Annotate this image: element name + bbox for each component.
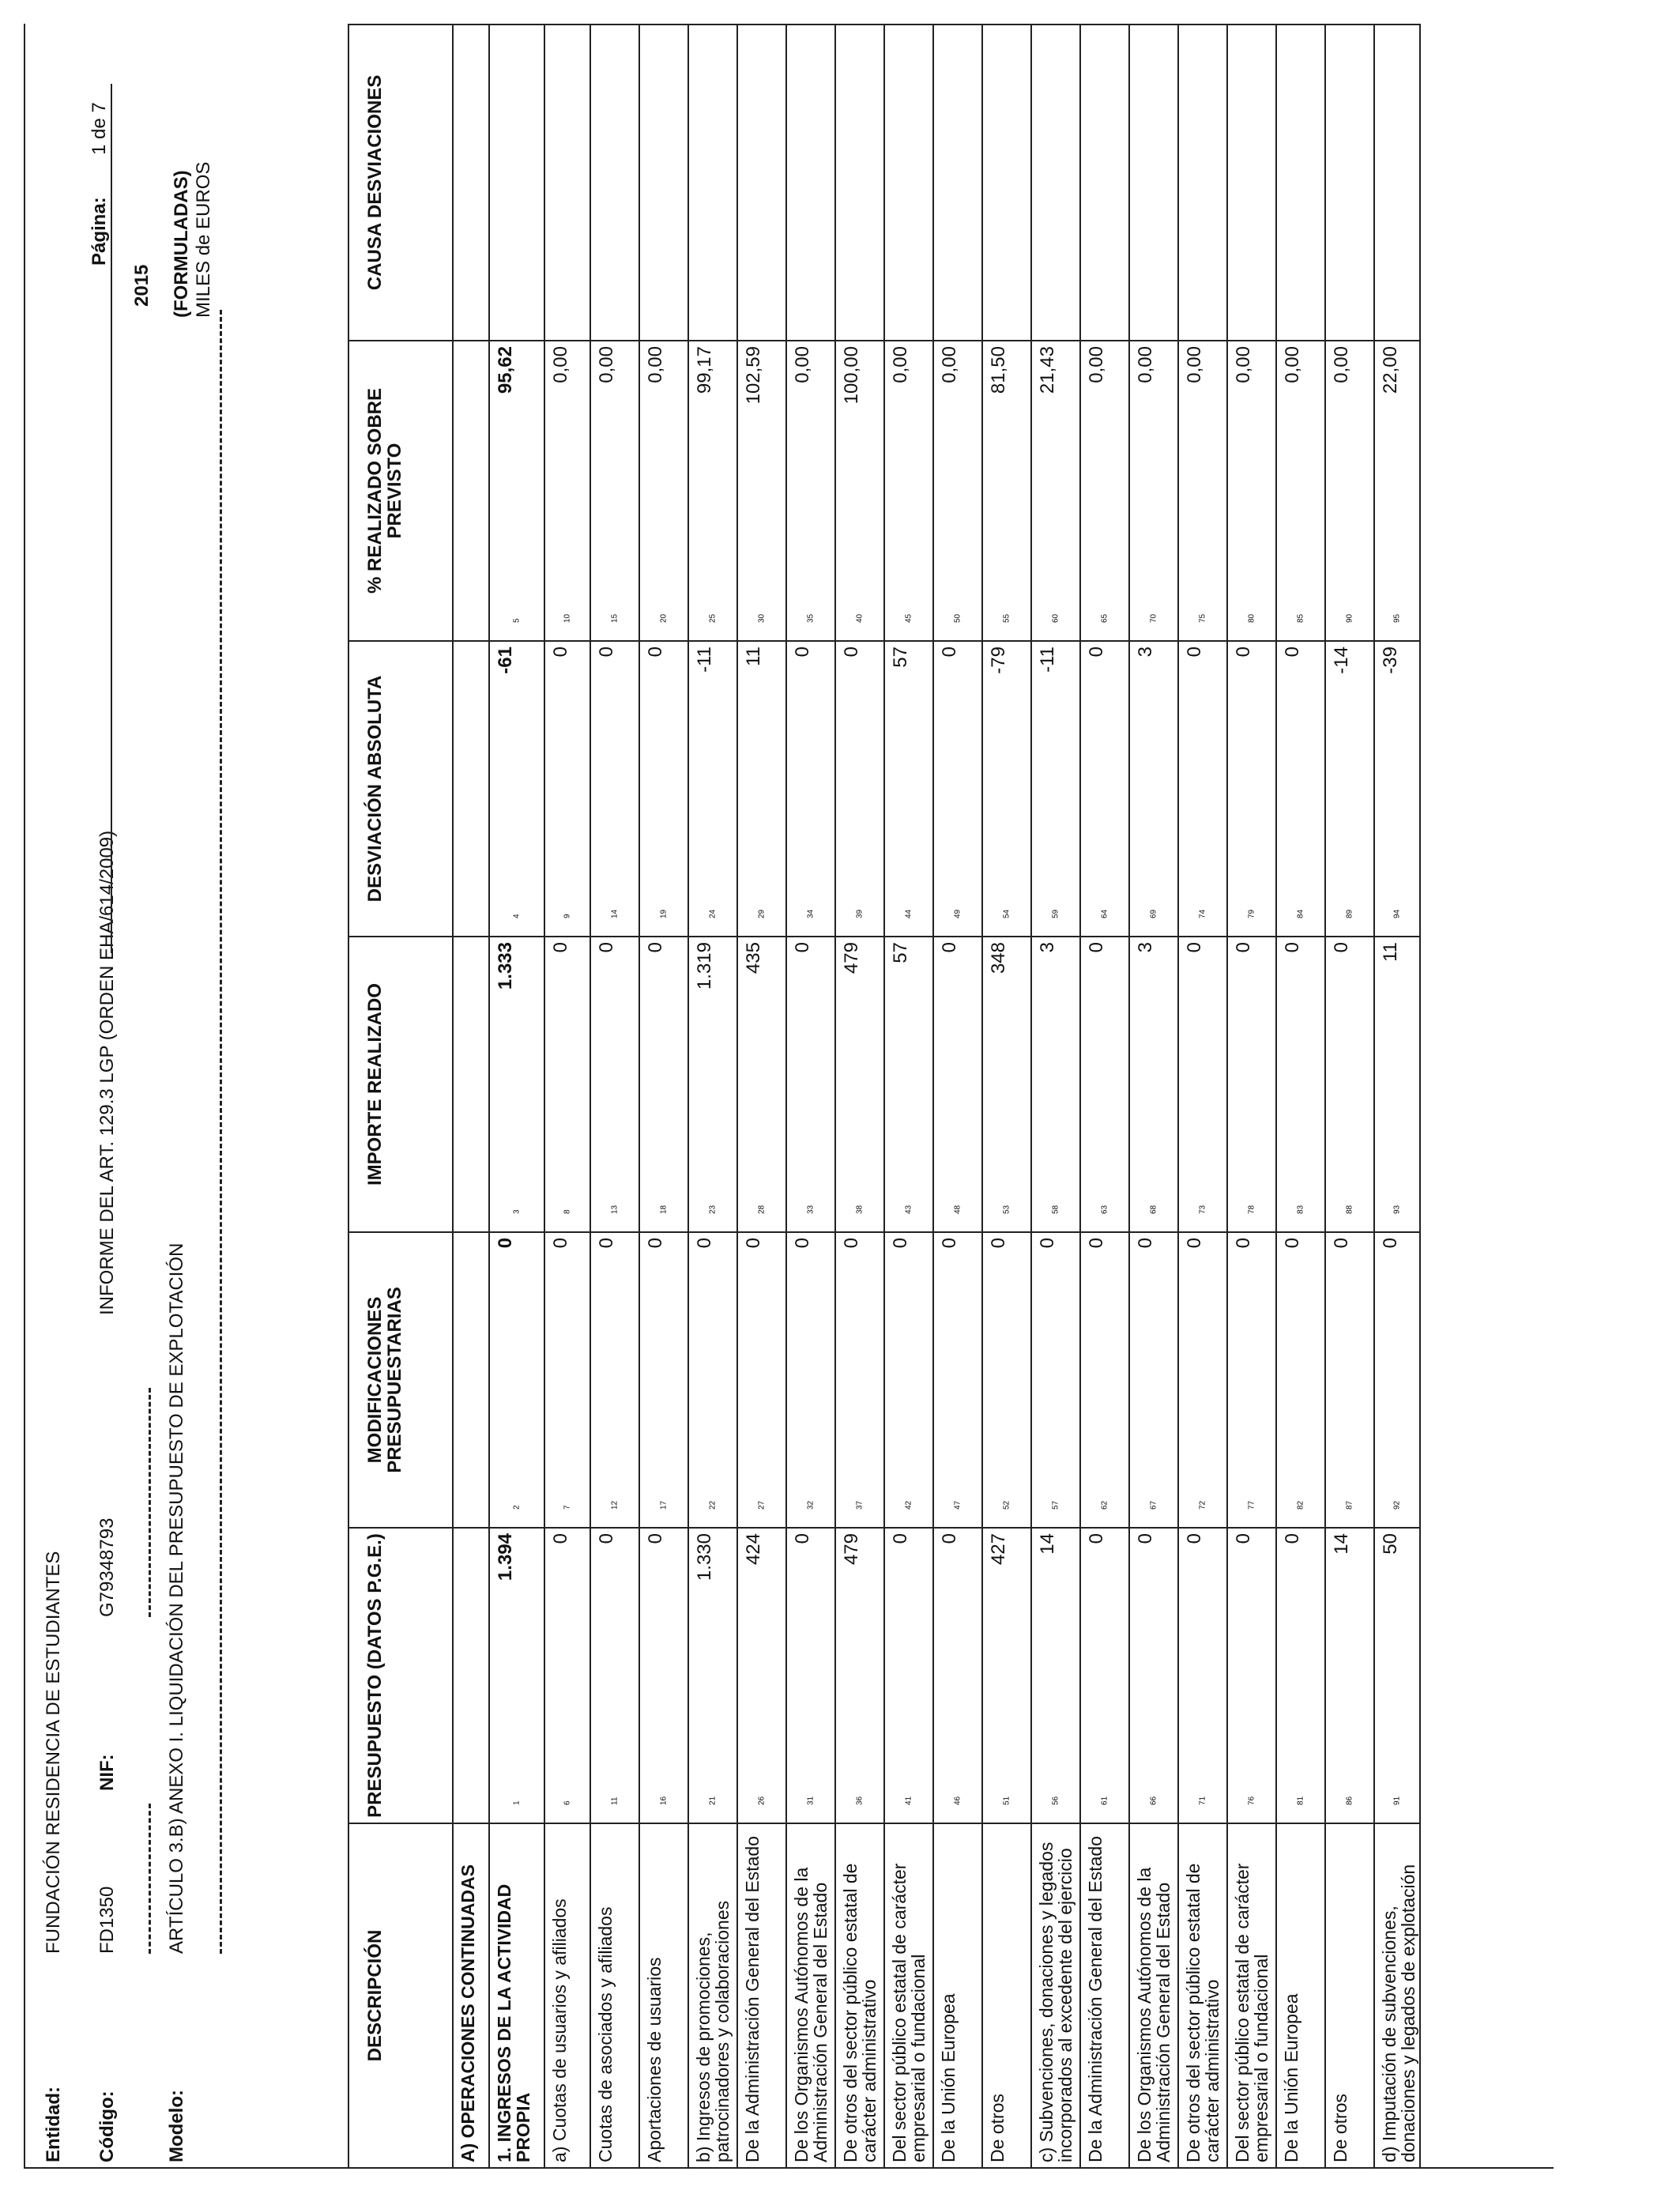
cell-index: 17 bbox=[659, 1500, 669, 1510]
row-description: De la Administración General del Estado bbox=[1080, 1823, 1129, 2168]
cell-index: 57 bbox=[1051, 1500, 1060, 1510]
desviacion-value: 0 bbox=[939, 647, 960, 658]
row-description: De la Unión Europea bbox=[1276, 1823, 1325, 2168]
importe-value: 0 bbox=[596, 942, 617, 953]
cell-index: 87 bbox=[1345, 1500, 1354, 1510]
table-row bbox=[982, 25, 1031, 2168]
desviacion-value: -61 bbox=[495, 647, 516, 674]
col-causa: CAUSA DESVIACIONES bbox=[348, 25, 453, 341]
modificaciones-value: 0 bbox=[1135, 1238, 1156, 1249]
modificaciones-value: 0 bbox=[1037, 1238, 1058, 1249]
row-description: Aportaciones de usuarios bbox=[639, 1823, 688, 2168]
cell-index: 76 bbox=[1247, 1796, 1256, 1805]
cell-index: 66 bbox=[1149, 1796, 1158, 1805]
row-description: d) Imputación de subvenciones, donaciones y legados de explotación bbox=[1374, 1823, 1420, 2168]
porcentaje-value: 0,00 bbox=[1184, 346, 1205, 383]
cell-index: 16 bbox=[659, 1796, 669, 1805]
table-row bbox=[1178, 25, 1227, 2168]
causa-value bbox=[1325, 25, 1374, 341]
table-row bbox=[1031, 25, 1080, 2168]
causa-value bbox=[544, 25, 590, 341]
modificaciones-value: 0 bbox=[1282, 1238, 1303, 1249]
row-description: c) Subvenciones, donaciones y legados incorporados al excedente del ejercicio bbox=[1031, 1823, 1080, 2168]
presupuesto-value: 0 bbox=[645, 1533, 666, 1544]
col-descripcion: DESCRIPCIÓN bbox=[348, 1823, 453, 2168]
table-row bbox=[590, 25, 639, 2168]
informe-title: INFORME DEL ART. 129.3 LGP (ORDEN EHA/614/2009) bbox=[96, 830, 118, 1315]
cell-index: 55 bbox=[1002, 613, 1011, 623]
causa-value bbox=[639, 25, 688, 341]
porcentaje-value: 22,00 bbox=[1380, 346, 1401, 394]
entidad-value: FUNDACIÓN RESIDENCIA DE ESTUDIANTES bbox=[43, 1551, 64, 1954]
cell-index: 84 bbox=[1296, 909, 1305, 918]
cell-index: 4 bbox=[512, 914, 522, 918]
row-description: De otros bbox=[982, 1823, 1031, 2168]
cell-index: 24 bbox=[708, 909, 718, 918]
presupuesto-value: 479 bbox=[841, 1533, 862, 1566]
modificaciones-value: 0 bbox=[988, 1238, 1009, 1249]
porcentaje-value: 95,62 bbox=[495, 346, 516, 394]
cell-index: 88 bbox=[1345, 1204, 1354, 1214]
cell-index: 40 bbox=[855, 613, 864, 623]
column-header-row bbox=[348, 25, 453, 2168]
cell-index: 82 bbox=[1296, 1500, 1305, 1510]
cell-index: 90 bbox=[1345, 613, 1354, 623]
codigo-value: FD1350 bbox=[96, 1886, 118, 1954]
cell-index: 38 bbox=[855, 1204, 864, 1214]
causa-value bbox=[982, 25, 1031, 341]
cell-index: 68 bbox=[1149, 1204, 1158, 1214]
cell-index: 81 bbox=[1296, 1796, 1305, 1805]
presupuesto-value: 0 bbox=[550, 1533, 571, 1544]
causa-value bbox=[1080, 25, 1129, 341]
cell-index: 39 bbox=[855, 909, 864, 918]
cell-index: 8 bbox=[563, 1209, 572, 1214]
cell-index: 31 bbox=[806, 1796, 816, 1805]
importe-value: 3 bbox=[1037, 942, 1058, 953]
cell-index: 62 bbox=[1100, 1500, 1109, 1510]
cell-index: 89 bbox=[1345, 909, 1354, 918]
cell-index: 46 bbox=[953, 1796, 962, 1805]
cell-index: 86 bbox=[1345, 1796, 1354, 1805]
desviacion-value: 0 bbox=[596, 647, 617, 658]
col-modificaciones: MODIFICACIONES PRESUPUESTARIAS bbox=[348, 1232, 453, 1528]
table-row bbox=[884, 25, 933, 2168]
presupuesto-value: 0 bbox=[1282, 1533, 1303, 1544]
cell-index: 11 bbox=[610, 1796, 620, 1805]
cell-index: 26 bbox=[757, 1796, 767, 1805]
pagina-value: 1 de 7 bbox=[89, 102, 110, 155]
importe-value: 0 bbox=[792, 942, 813, 953]
table-row bbox=[1080, 25, 1129, 2168]
cell-index: 23 bbox=[708, 1204, 718, 1214]
presupuesto-value: 0 bbox=[792, 1533, 813, 1544]
causa-value bbox=[1374, 25, 1420, 341]
desviacion-value: 0 bbox=[841, 647, 862, 658]
cell-index: 50 bbox=[953, 613, 962, 623]
cell-index: 75 bbox=[1198, 613, 1207, 623]
nif-label: NIF: bbox=[96, 1754, 118, 1791]
causa-value bbox=[1178, 25, 1227, 341]
cell-index: 53 bbox=[1002, 1204, 1011, 1214]
causa-value bbox=[688, 25, 737, 341]
cell-index: 22 bbox=[708, 1500, 718, 1510]
cell-index: 30 bbox=[757, 613, 767, 623]
codigo-dash bbox=[149, 1804, 151, 1954]
desviacion-value: 0 bbox=[1086, 647, 1107, 658]
porcentaje-value: 0,00 bbox=[939, 346, 960, 383]
desviacion-value: 0 bbox=[792, 647, 813, 658]
row-description: 1. INGRESOS DE LA ACTIVIDAD PROPIA bbox=[489, 1823, 544, 2168]
cell-index: 5 bbox=[512, 618, 522, 623]
importe-value: 0 bbox=[645, 942, 666, 953]
formuladas: (FORMULADAS) bbox=[171, 170, 192, 318]
nif-value: G79348793 bbox=[96, 1517, 118, 1617]
row-description: De la Administración General del Estado bbox=[737, 1823, 786, 2168]
table-row bbox=[1276, 25, 1325, 2168]
importe-value: 435 bbox=[743, 942, 764, 974]
causa-value bbox=[786, 25, 835, 341]
row-description: a) Cuotas de usuarios y afiliados bbox=[544, 1823, 590, 2168]
table-row bbox=[489, 25, 544, 2168]
cell-index: 67 bbox=[1149, 1500, 1158, 1510]
entidad-label: Entidad: bbox=[43, 2087, 64, 2162]
cell-index: 33 bbox=[806, 1204, 816, 1214]
modificaciones-value: 0 bbox=[596, 1238, 617, 1249]
desviacion-value: 3 bbox=[1135, 647, 1156, 658]
causa-value bbox=[489, 25, 544, 341]
year: 2015 bbox=[131, 264, 153, 307]
importe-value: 0 bbox=[1331, 942, 1352, 953]
table-row bbox=[1325, 25, 1374, 2168]
section-title: A) OPERACIONES CONTINUADAS bbox=[453, 1823, 489, 2168]
col-porcentaje: % REALIZADO SOBRE PREVISTO bbox=[348, 341, 453, 641]
cell-index: 47 bbox=[953, 1500, 962, 1510]
modificaciones-value: 0 bbox=[1331, 1238, 1352, 1249]
desviacion-value: 0 bbox=[550, 647, 571, 658]
row-description: b) Ingresos de promociones, patrocinadores y colaboraciones bbox=[688, 1823, 737, 2168]
cell-index: 85 bbox=[1296, 613, 1305, 623]
presupuesto-value: 14 bbox=[1037, 1533, 1058, 1555]
porcentaje-value: 0,00 bbox=[1282, 346, 1303, 383]
cell-index: 43 bbox=[904, 1204, 913, 1214]
porcentaje-value: 100,00 bbox=[841, 346, 862, 405]
causa-value bbox=[1031, 25, 1080, 341]
cell-index: 64 bbox=[1100, 909, 1109, 918]
cell-index: 72 bbox=[1198, 1500, 1207, 1510]
presupuesto-value: 424 bbox=[743, 1533, 764, 1566]
importe-value: 3 bbox=[1135, 942, 1156, 953]
importe-value: 0 bbox=[1184, 942, 1205, 953]
importe-value: 0 bbox=[1233, 942, 1254, 953]
cell-index: 13 bbox=[610, 1204, 620, 1214]
causa-value bbox=[835, 25, 884, 341]
desviacion-value: 11 bbox=[743, 647, 764, 666]
cell-index: 34 bbox=[806, 909, 816, 918]
cell-index: 60 bbox=[1051, 613, 1060, 623]
table-row bbox=[933, 25, 982, 2168]
nif-dash bbox=[149, 1388, 151, 1617]
cell-index: 42 bbox=[904, 1500, 913, 1510]
desviacion-value: 0 bbox=[1282, 647, 1303, 658]
importe-value: 0 bbox=[1086, 942, 1107, 953]
presupuesto-value: 1.330 bbox=[694, 1533, 715, 1581]
col-importe-realizado: IMPORTE REALIZADO bbox=[348, 937, 453, 1232]
cell-index: 25 bbox=[708, 613, 718, 623]
modificaciones-value: 0 bbox=[841, 1238, 862, 1249]
presupuesto-value: 0 bbox=[1184, 1533, 1205, 1544]
porcentaje-value: 0,00 bbox=[1331, 346, 1352, 383]
porcentaje-value: 0,00 bbox=[645, 346, 666, 383]
cell-index: 58 bbox=[1051, 1204, 1060, 1214]
cell-index: 1 bbox=[512, 1800, 522, 1805]
modificaciones-value: 0 bbox=[939, 1238, 960, 1249]
row-description: De los Organismos Autónomos de la Administración General del Estado bbox=[786, 1823, 835, 2168]
row-description: De la Unión Europea bbox=[933, 1823, 982, 2168]
causa-value bbox=[1276, 25, 1325, 341]
cell-index: 92 bbox=[1392, 1500, 1402, 1510]
desviacion-value: 57 bbox=[890, 647, 911, 668]
porcentaje-value: 0,00 bbox=[890, 346, 911, 383]
causa-value bbox=[590, 25, 639, 341]
modificaciones-value: 0 bbox=[1184, 1238, 1205, 1249]
desviacion-value: -11 bbox=[1037, 647, 1058, 673]
cell-index: 9 bbox=[563, 914, 572, 918]
causa-value bbox=[1227, 25, 1276, 341]
cell-index: 29 bbox=[757, 909, 767, 918]
codigo-label: Código: bbox=[96, 2090, 118, 2162]
desviacion-value: 0 bbox=[1233, 647, 1254, 658]
causa-value bbox=[737, 25, 786, 341]
porcentaje-value: 0,00 bbox=[1233, 346, 1254, 383]
causa-value bbox=[1129, 25, 1178, 341]
cell-index: 51 bbox=[1002, 1796, 1011, 1805]
cell-index: 15 bbox=[610, 613, 620, 623]
cell-index: 35 bbox=[806, 613, 816, 623]
modificaciones-value: 0 bbox=[792, 1238, 813, 1249]
row-description: De otros del sector público estatal de carácter administrativo bbox=[1178, 1823, 1227, 2168]
cell-index: 73 bbox=[1198, 1204, 1207, 1214]
cell-index: 7 bbox=[563, 1505, 572, 1510]
presupuesto-value: 50 bbox=[1380, 1533, 1401, 1555]
row-description: De los Organismos Autónomos de la Administración General del Estado bbox=[1129, 1823, 1178, 2168]
desviacion-value: -14 bbox=[1331, 647, 1352, 674]
cell-index: 45 bbox=[904, 613, 913, 623]
cell-index: 21 bbox=[708, 1796, 718, 1805]
porcentaje-value: 0,00 bbox=[1086, 346, 1107, 383]
modificaciones-value: 0 bbox=[495, 1238, 516, 1249]
cell-index: 63 bbox=[1100, 1204, 1109, 1214]
cell-index: 27 bbox=[757, 1500, 767, 1510]
row-description: Del sector público estatal de carácter empresarial o fundacional bbox=[1227, 1823, 1276, 2168]
presupuesto-value: 0 bbox=[1135, 1533, 1156, 1544]
cell-index: 65 bbox=[1100, 613, 1109, 623]
budget-table bbox=[348, 24, 1421, 2169]
presupuesto-value: 0 bbox=[596, 1533, 617, 1544]
modelo-label: Modelo: bbox=[166, 2090, 187, 2162]
modelo-dash bbox=[220, 310, 222, 1954]
cell-index: 49 bbox=[953, 909, 962, 918]
cell-index: 14 bbox=[610, 909, 620, 918]
cell-index: 56 bbox=[1051, 1796, 1060, 1805]
cell-index: 61 bbox=[1100, 1796, 1109, 1805]
porcentaje-value: 0,00 bbox=[596, 346, 617, 383]
porcentaje-value: 0,00 bbox=[550, 346, 571, 383]
table-row bbox=[737, 25, 786, 2168]
importe-value: 0 bbox=[1282, 942, 1303, 953]
miles-de-euros: MILES de EUROS bbox=[193, 161, 214, 318]
importe-value: 57 bbox=[890, 942, 911, 963]
col-presupuesto: PRESUPUESTO (DATOS P.G.E.) bbox=[348, 1528, 453, 1823]
importe-value: 1.319 bbox=[694, 942, 715, 990]
desviacion-value: -79 bbox=[988, 647, 1009, 674]
causa-value bbox=[884, 25, 933, 341]
table-row bbox=[786, 25, 835, 2168]
cell-index: 37 bbox=[855, 1500, 864, 1510]
presupuesto-value: 0 bbox=[1086, 1533, 1107, 1544]
presupuesto-value: 427 bbox=[988, 1533, 1009, 1566]
cell-index: 6 bbox=[563, 1800, 572, 1805]
desviacion-value: -11 bbox=[694, 647, 715, 673]
cell-index: 18 bbox=[659, 1204, 669, 1214]
cell-index: 12 bbox=[610, 1500, 620, 1510]
cell-index: 83 bbox=[1296, 1204, 1305, 1214]
modificaciones-value: 0 bbox=[890, 1238, 911, 1249]
porcentaje-value: 99,17 bbox=[694, 346, 715, 394]
cell-index: 95 bbox=[1392, 613, 1402, 623]
porcentaje-value: 0,00 bbox=[792, 346, 813, 383]
table-row bbox=[639, 25, 688, 2168]
importe-value: 479 bbox=[841, 942, 862, 974]
modificaciones-value: 0 bbox=[743, 1238, 764, 1249]
importe-value: 1.333 bbox=[495, 942, 516, 990]
row-description: Cuotas de asociados y afiliados bbox=[590, 1823, 639, 2168]
presupuesto-value: 0 bbox=[890, 1533, 911, 1544]
presupuesto-value: 1.394 bbox=[495, 1533, 516, 1581]
cell-index: 70 bbox=[1149, 613, 1158, 623]
presupuesto-value: 14 bbox=[1331, 1533, 1352, 1555]
cell-index: 10 bbox=[563, 613, 572, 623]
importe-value: 11 bbox=[1380, 942, 1401, 962]
cell-index: 41 bbox=[904, 1796, 913, 1805]
porcentaje-value: 0,00 bbox=[1135, 346, 1156, 383]
porcentaje-value: 81,50 bbox=[988, 346, 1009, 394]
table-row bbox=[1129, 25, 1178, 2168]
modificaciones-value: 0 bbox=[645, 1238, 666, 1249]
table-row bbox=[835, 25, 884, 2168]
cell-index: 69 bbox=[1149, 909, 1158, 918]
modificaciones-value: 0 bbox=[1380, 1238, 1401, 1249]
cell-index: 79 bbox=[1247, 909, 1256, 918]
table-body bbox=[489, 25, 1420, 2168]
modificaciones-value: 0 bbox=[550, 1238, 571, 1249]
desviacion-value: 0 bbox=[1184, 647, 1205, 658]
importe-value: 348 bbox=[988, 942, 1009, 974]
cell-index: 48 bbox=[953, 1204, 962, 1214]
cell-index: 91 bbox=[1392, 1796, 1402, 1805]
cell-index: 77 bbox=[1247, 1500, 1256, 1510]
importe-value: 0 bbox=[550, 942, 571, 953]
cell-index: 20 bbox=[659, 613, 669, 623]
cell-index: 80 bbox=[1247, 613, 1256, 623]
col-desviacion-absoluta: DESVIACIÓN ABSOLUTA bbox=[348, 641, 453, 937]
cell-index: 59 bbox=[1051, 909, 1060, 918]
porcentaje-value: 102,59 bbox=[743, 346, 764, 405]
header-rule bbox=[111, 84, 112, 953]
desviacion-value: -39 bbox=[1380, 647, 1401, 674]
row-description: Del sector público estatal de carácter empresarial o fundacional bbox=[884, 1823, 933, 2168]
presupuesto-value: 0 bbox=[939, 1533, 960, 1544]
cell-index: 2 bbox=[512, 1505, 522, 1510]
pagina-label: Página: bbox=[89, 197, 110, 266]
row-description: De otros del sector público estatal de carácter administrativo bbox=[835, 1823, 884, 2168]
modificaciones-value: 0 bbox=[694, 1238, 715, 1249]
importe-value: 0 bbox=[939, 942, 960, 953]
table-row bbox=[1374, 25, 1420, 2168]
porcentaje-value: 21,43 bbox=[1037, 346, 1058, 394]
cell-index: 32 bbox=[806, 1500, 816, 1510]
modificaciones-value: 0 bbox=[1086, 1238, 1107, 1249]
section-row bbox=[453, 25, 489, 2168]
cell-index: 93 bbox=[1392, 1204, 1402, 1214]
cell-index: 71 bbox=[1198, 1796, 1207, 1805]
row-description: De otros bbox=[1325, 1823, 1374, 2168]
cell-index: 94 bbox=[1392, 909, 1402, 918]
cell-index: 19 bbox=[659, 909, 669, 918]
table-row bbox=[688, 25, 737, 2168]
table-row bbox=[1227, 25, 1276, 2168]
cell-index: 74 bbox=[1198, 909, 1207, 918]
cell-index: 44 bbox=[904, 909, 913, 918]
cell-index: 36 bbox=[855, 1796, 864, 1805]
cell-index: 54 bbox=[1002, 909, 1011, 918]
desviacion-value: 0 bbox=[645, 647, 666, 658]
cell-index: 28 bbox=[757, 1204, 767, 1214]
cell-index: 3 bbox=[512, 1209, 522, 1214]
table-row bbox=[544, 25, 590, 2168]
presupuesto-value: 0 bbox=[1233, 1533, 1254, 1544]
cell-index: 52 bbox=[1002, 1500, 1011, 1510]
modelo-value: ARTÍCULO 3.B) ANEXO I. LIQUIDACIÓN DEL PRESUPUESTO DE EXPLOTACIÓN bbox=[166, 1242, 187, 1954]
causa-value bbox=[933, 25, 982, 341]
cell-index: 78 bbox=[1247, 1204, 1256, 1214]
modificaciones-value: 0 bbox=[1233, 1238, 1254, 1249]
